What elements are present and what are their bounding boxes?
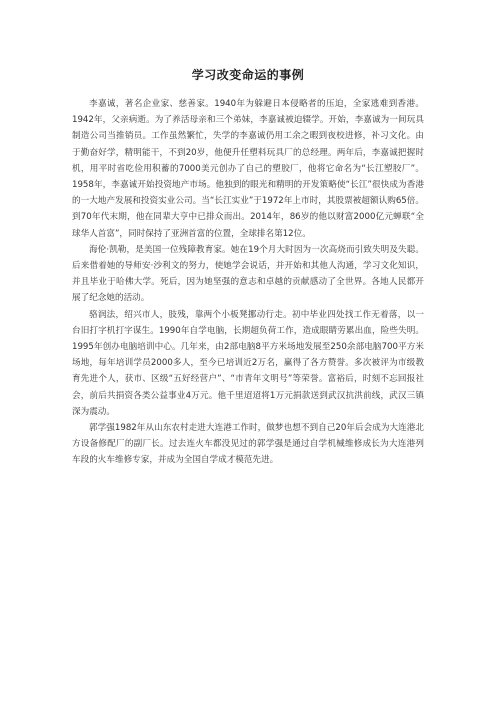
paragraph-helen-keller: 海伦·凯勒，是美国一位残障教育家。她在19个月大时因为一次高烧而引致失明及失聪。后来借着她的导师安·沙利文的努力，使她学会说话，并开始和其他人沟通，学习文化知识，并且毕业于哈佛大学。死后，因为她坚强的意志和卓越的贡献感动了全世界。各地人民都开展了纪念她的活动。 bbox=[72, 244, 424, 304]
paragraph-li-jiacheng: 李嘉诚，著名企业家、慈善家。1940年为躲避日本侵略者的压迫，全家逃难到香港。1942年，父亲病逝。为了养活母亲和三个弟妹，李嘉诚被迫辍学。开始，李嘉诚为一间玩具制造公司当推销员。工作虽然繁忙，失学的李嘉诚仍用工余之暇到夜校进修，补习文化。由于勤奋好学，精明能干，不到20岁，他便升任塑料玩具厂的总经理。两年后，李嘉诚把握时机，用平时省吃俭用积蓄的7000美元创办了自己的塑胶厂，他将它命名为“长江塑胶厂”。1958年，李嘉诚开始投资地产市场。他独到的眼光和精明的开发策略使“长江”很快成为香港的一大地产发展和投资实业公司。当“长江实业”于1972年上市时，其股票被超额认购65倍。到70年代末期，他在同辈大亨中已排众而出。2014年，86岁的他以财富2000亿元蝉联“全球华人首富”，同时保持了亚洲首富的位置，全球排名第12位。 bbox=[72, 99, 424, 239]
page-title: 学习改变命运的事例 bbox=[191, 68, 305, 82]
paragraph-luo-runfa: 骆润法，绍兴市人，肢残，靠两个小板凳挪动行走。初中毕业四处找工作无着落，以一台旧打字机打字谋生。1990年自学电脑，长期超负荷工作，造成眼睛劳累出血，险些失明。1995年创办电脑培训中心。几年来，由2部电脑8平方米场地发展至250余部电脑700平方米场地，每年培训学员2000多人，至今已培训近2万名，赢得了各方赞誉。多次被评为市级教育先进个人，获市、区级“五好经营户”、“市青年文明号”等荣誉。富裕后，时刻不忘回报社会，前后共捐资各类公益事业4万元。他千里迢迢将1万元捐款送到武汉抗洪前线，武汉三镇深为震动。 bbox=[72, 309, 424, 417]
paragraph-guo-xueqiang: 郭学强1982年从山东农村走进大连港工作时，做梦也想不到自己20年后会成为大连港北方设备修配厂的副厂长。过去连火车都没见过的郭学强是通过自学机械维修成长为大连港列车段的火车维修专家，并成为全国自学成才模范先进。 bbox=[72, 423, 424, 466]
document-body bbox=[72, 96, 424, 469]
